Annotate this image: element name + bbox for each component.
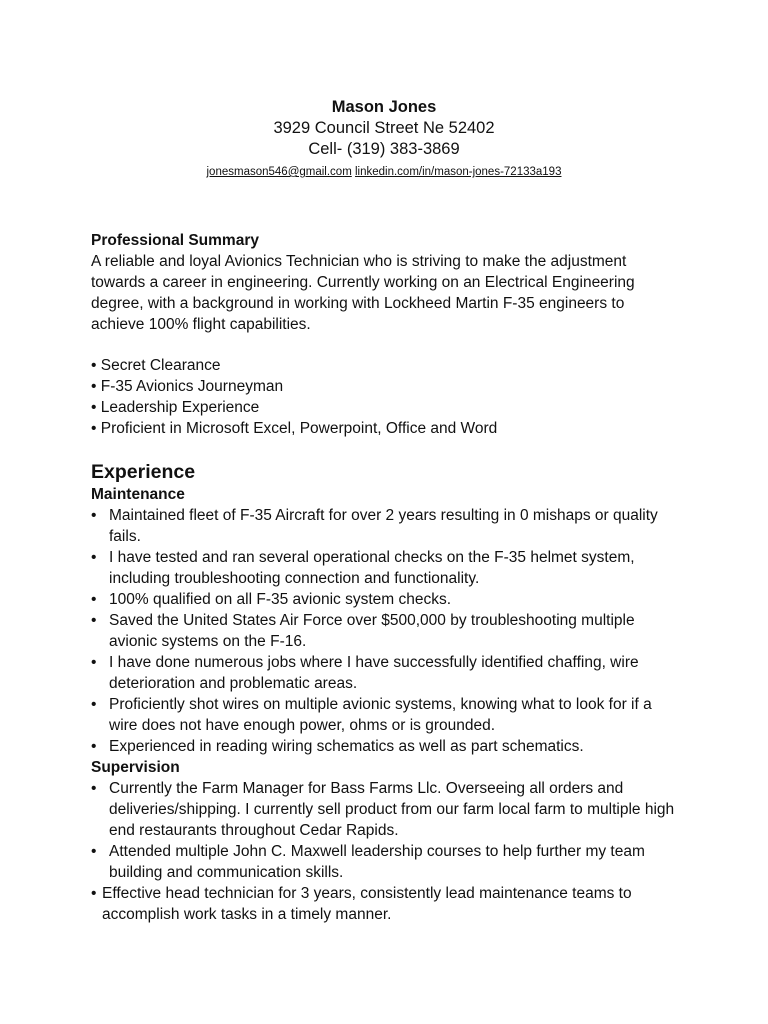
skill-item: • F-35 Avionics Journeyman xyxy=(91,376,691,397)
maintenance-item: • 100% qualified on all F-35 avionic system checks. xyxy=(91,589,681,610)
maintenance-item: • I have done numerous jobs where I have successfully identified chaffing, wire deterioration and problematic areas. xyxy=(91,652,681,694)
skill-item: • Leadership Experience xyxy=(91,397,691,418)
summary-text: A reliable and loyal Avionics Technician who is striving to make the adjustment towards a career in engineering. Currently working on an Electrical Engineering degree, with a background in working with Lockheed Martin F-35 engineers to achieve 100% flight capabilities. xyxy=(91,253,635,333)
summary-heading: Professional Summary xyxy=(91,232,259,249)
supervision-heading: Supervision xyxy=(91,759,180,776)
maintenance-list xyxy=(91,505,691,757)
linkedin-link[interactable]: linkedin.com/in/mason-jones-72133a193 xyxy=(354,166,562,178)
experience-heading: Experience xyxy=(91,461,196,483)
email-link[interactable]: jonesmason546@gmail.com xyxy=(206,166,352,178)
skill-item: • Secret Clearance xyxy=(91,355,691,376)
skill-item: • Proficient in Microsoft Excel, Powerpoint, Office and Word xyxy=(91,418,691,439)
contact-links xyxy=(0,163,768,181)
maintenance-item: • Maintained fleet of F-35 Aircraft for over 2 years resulting in 0 mishaps or quality fails. xyxy=(91,505,681,547)
resume-header xyxy=(0,97,768,181)
address: 3929 Council Street Ne 52402 xyxy=(273,119,495,137)
maintenance-item: • I have tested and ran several operational checks on the F-35 helmet system, including troubleshooting connection and functionality. xyxy=(91,547,681,589)
maintenance-heading: Maintenance xyxy=(91,486,185,503)
phone: Cell- (319) 383-3869 xyxy=(308,140,460,158)
maintenance-item: • Saved the United States Air Force over $500,000 by troubleshooting multiple avionic systems on the F-16. xyxy=(91,610,681,652)
supervision-list-continued xyxy=(91,883,691,925)
supervision-list xyxy=(91,778,691,883)
maintenance-item: • Proficiently shot wires on multiple avionic systems, knowing what to look for if a wire does not have enough power, ohms or is grounded. xyxy=(91,694,681,736)
maintenance-item: • Experienced in reading wiring schematics as well as part schematics. xyxy=(91,736,681,757)
supervision-item: • Attended multiple John C. Maxwell leadership courses to help further my team building and communication skills. xyxy=(91,841,681,883)
skills-list xyxy=(91,355,691,439)
candidate-name: Mason Jones xyxy=(331,98,437,116)
supervision-item: • Currently the Farm Manager for Bass Farms Llc. Overseeing all orders and deliveries/shipping. I currently sell product from our farm local farm to multiple high end restaurants throughout Cedar Rapids. xyxy=(91,778,681,841)
resume-body xyxy=(91,230,691,925)
supervision-item: • Effective head technician for 3 years, consistently lead maintenance teams to accomplish work tasks in a timely manner. xyxy=(91,883,674,925)
